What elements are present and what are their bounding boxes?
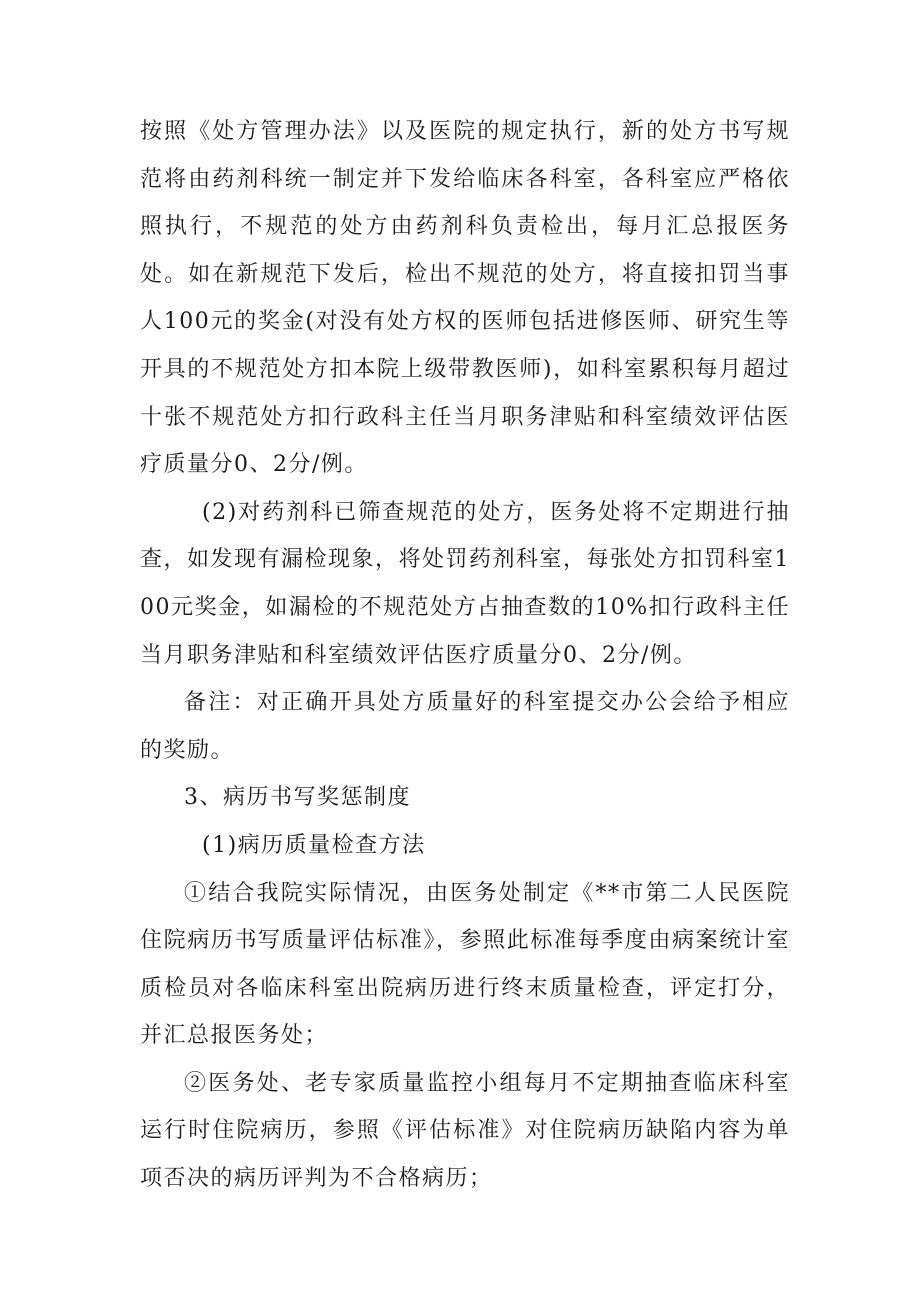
subsection-heading-inspection-method: (1)病历质量检查方法 bbox=[202, 832, 426, 858]
paragraph-pharmacy-spot-check: (2)对药剂科已筛查规范的处方，医务处将不定期进行抽查，如发现有漏检现象，将处罚药剂科室，每张处方扣罚科室100元奖金，如漏检的不规范处方占抽查数的10%扣行政科主任当月职务津贴和科室绩效评估医疗质量分0、2分/例。 bbox=[140, 499, 790, 668]
list-item-running-record-check: ②医务处、老专家质量监控小组每月不定期抽查临床科室运行时住院病历，参照《评估标准》对住院病历缺陷内容为单项否决的病历评判为不合格病历； bbox=[140, 1070, 790, 1192]
list-item-terminal-quality-check: ①结合我院实际情况，由医务处制定《**市第二人民医院住院病历书写质量评估标准》，参照此标准每季度由病案统计室质检员对各临床科室出院病历进行终末质量检查，评定打分，并汇总报医务处； bbox=[140, 880, 790, 1049]
paragraph-prescription-rules: 按照《处方管理办法》以及医院的规定执行，新的处方书写规范将由药剂科统一制定并下发给临床各科室，各科室应严格依照执行，不规范的处方由药剂科负责检出，每月汇总报医务处。如在新规范下发后，检出不规范的处方，将直接扣罚当事人100元的奖金(对没有处方权的医师包括进修医师、研究生等开具的不规范处方扣本院上级带教医师)，如科室累积每月超过十张不规范处方扣行政科主任当月职务津贴和科室绩效评估医疗质量分0、2分/例。 bbox=[140, 119, 790, 478]
document-body bbox=[140, 108, 790, 1203]
section-heading-medical-records: 3、病历书写奖惩制度 bbox=[184, 785, 411, 811]
paragraph-remark: 备注：对正确开具处方质量好的科室提交办公会给予相应的奖励。 bbox=[140, 690, 790, 763]
